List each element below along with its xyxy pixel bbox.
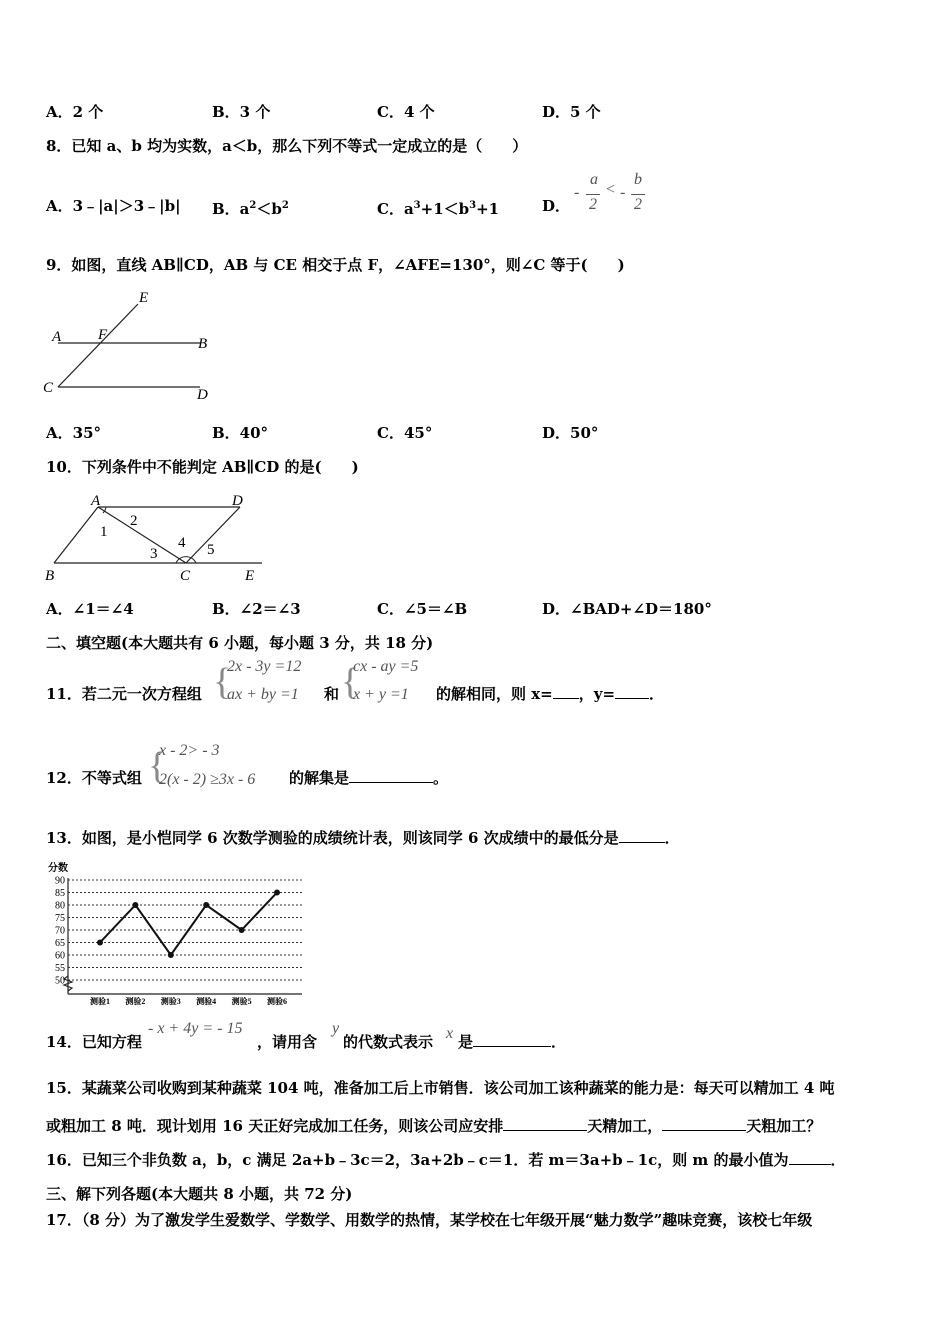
- y-tick-label: 85: [55, 888, 65, 899]
- q10-option-a: A．∠1＝∠4: [46, 600, 134, 618]
- x-tick-label: 测验4: [196, 997, 217, 1006]
- q10-option-c: C．∠5＝∠B: [377, 600, 468, 618]
- x-tick-label: 测验1: [90, 997, 110, 1006]
- y-tick-label: 70: [55, 925, 65, 937]
- q12-blank: [349, 768, 433, 783]
- line-ce: [58, 304, 138, 387]
- q14-blank: [473, 1032, 551, 1047]
- data-point: [239, 927, 245, 933]
- data-point: [203, 902, 209, 908]
- q14-mid1: ，请用含: [257, 1033, 318, 1051]
- q9-option-d: D．50°: [542, 424, 599, 442]
- q10-figure: [40, 488, 270, 584]
- q16-text: 16．已知三个非负数 a，b，c 满足 2a+b﹣3c＝2，3a+2b﹣c＝1．若 m＝3a+b﹣1c，则 m 的最小值为 ．: [46, 1151, 846, 1169]
- q15-blank-1: [503, 1116, 587, 1131]
- angle-label-3: 3: [150, 546, 158, 562]
- angle-label-4: 4: [178, 535, 186, 551]
- q11-blank-x: [553, 684, 579, 699]
- q13-blank: [619, 828, 665, 843]
- data-point: [168, 952, 174, 958]
- q9-figure: [40, 288, 230, 406]
- q7-option-b: B．3 个: [212, 103, 271, 121]
- q13-stem: 13．如图，是小恺同学 6 次数学测验的成绩统计表，则该同学 6 次成绩中的最低分是 ．: [46, 829, 680, 847]
- y-tick-label: 55: [55, 963, 65, 974]
- q11-system-1: { 2x - 3y =12 ax + by =1: [213, 658, 302, 703]
- y-tick-label: 50: [55, 975, 65, 987]
- section-3-heading: 三、解下列各题(本大题共 8 小题，共 72 分): [46, 1185, 353, 1203]
- label-c: C: [180, 568, 191, 584]
- q17-text: 17．（8 分）为了激发学生爱数学、学数学、用数学的热情，某学校在七年级开展“魅力数学”趣味竞赛，该校七年级: [46, 1211, 813, 1229]
- q8-option-d-formula: - a 2 < - b 2: [572, 170, 652, 220]
- q14-end: 是 ．: [458, 1033, 567, 1051]
- score-series-line: [100, 893, 277, 956]
- q11-blank-y: [615, 684, 649, 699]
- q8-stem: 8．已知 a、b 均为实数，a＜b，那么下列不等式一定成立的是（ ）: [46, 137, 528, 155]
- q7-option-c: C．4 个: [377, 103, 435, 121]
- data-point: [274, 890, 280, 896]
- chart-ylabel: 分数: [48, 863, 68, 874]
- angle-label-1: 1: [100, 524, 108, 540]
- q12-prefix: 12．不等式组: [46, 769, 142, 787]
- q15-line2: 或粗加工 8 吨．现计划用 16 天正好完成加工任务，则该公司应安排 天精加工， 天粗加工？: [46, 1117, 822, 1135]
- q7-option-a: A．2 个: [46, 103, 104, 121]
- q9-option-b: B．40°: [212, 424, 269, 442]
- q11-suffix: 的解相同，则 x= ，y= ．: [436, 685, 665, 703]
- q16-blank: [789, 1150, 831, 1165]
- q9-stem: 9．如图，直线 AB∥CD，AB 与 CE 相交于点 F，∠AFE=130°，则∠C 等于( ): [46, 256, 625, 274]
- q9-option-c: C．45°: [377, 424, 433, 442]
- y-tick-label: 60: [55, 950, 65, 962]
- q8-option-b: B．$a^2<b^2$: [212, 200, 289, 218]
- q10-option-d: D．∠BAD+∠D＝180°: [542, 600, 712, 618]
- angle-label-2: 2: [130, 513, 138, 529]
- x-tick-label: 测验3: [160, 997, 181, 1006]
- x-tick-label: 测验5: [231, 997, 252, 1006]
- q15-blank-2: [662, 1116, 746, 1131]
- q14-equation: - x + 4y = - 15: [148, 1020, 243, 1037]
- line-ac: [98, 507, 186, 563]
- q11-system-2: { cx - ay =5 x + y =1: [341, 658, 419, 703]
- score-line-chart: [44, 858, 306, 1008]
- label-c: C: [43, 380, 54, 396]
- y-tick-label: 90: [55, 875, 65, 887]
- q10-option-b: B．∠2＝∠3: [212, 600, 301, 618]
- data-point: [132, 902, 138, 908]
- angle-arc-c: [176, 557, 196, 563]
- label-b: B: [198, 336, 208, 352]
- label-a: A: [52, 329, 62, 345]
- q15-line1: 15．某蔬菜公司收购到某种蔬菜 104 吨，准备加工后上市销售．该公司加工该种蔬菜的能力是：每天可以精加工 4 吨: [46, 1079, 835, 1097]
- q11-prefix: 11．若二元一次方程组: [46, 685, 202, 703]
- label-d: D: [232, 493, 243, 509]
- q8-option-d-label: D．: [542, 197, 571, 215]
- label-e: E: [245, 568, 255, 584]
- data-point: [97, 940, 103, 946]
- angle-label-5: 5: [207, 542, 215, 558]
- q14-mid2: 的代数式表示: [343, 1033, 434, 1051]
- q11-and: 和: [324, 685, 340, 703]
- q7-option-d: D．5 个: [542, 103, 601, 121]
- q12-system: { x - 2> - 3 2(x - 2) ≥3x - 6: [148, 742, 256, 788]
- label-f: F: [98, 327, 108, 343]
- q10-stem: 10．下列条件中不能判定 AB∥CD 的是( ): [46, 458, 359, 476]
- label-a: A: [91, 493, 101, 509]
- y-tick-label: 65: [55, 938, 65, 949]
- label-b: B: [45, 568, 55, 584]
- line-ab: [54, 507, 98, 563]
- q12-suffix: 的解集是 。: [289, 769, 449, 787]
- label-d: D: [197, 387, 208, 403]
- x-tick-label: 测验2: [125, 997, 146, 1006]
- x-tick-label: 测验6: [267, 997, 287, 1006]
- q14-var-x: x: [446, 1025, 454, 1042]
- y-tick-label: 75: [55, 913, 65, 924]
- q9-option-a: A．35°: [46, 424, 102, 442]
- y-tick-label: 80: [55, 900, 65, 912]
- q14-var-y: y: [332, 1020, 340, 1037]
- label-e: E: [139, 290, 149, 306]
- q8-option-c: C．$a^3+1<b^3+1$: [377, 200, 500, 218]
- section-2-heading: 二、填空题(本大题共有 6 小题，每小题 3 分，共 18 分): [46, 634, 434, 652]
- q8-option-a: A．3﹣|a|＞3﹣|b|: [46, 197, 181, 215]
- q14-prefix: 14．已知方程: [46, 1033, 142, 1051]
